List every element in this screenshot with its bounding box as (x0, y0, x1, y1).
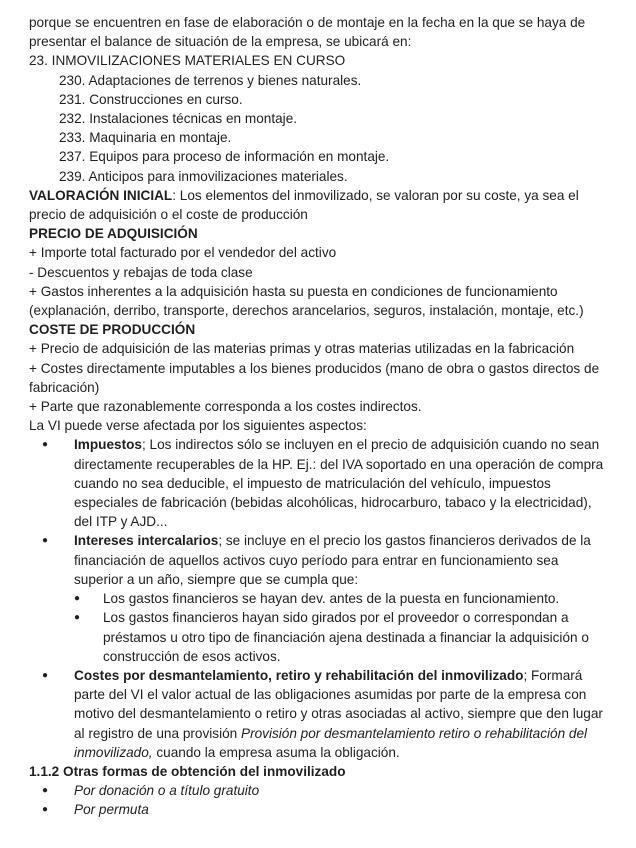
precio-line: + Gastos inherentes a la adquisición hasta su puesta en condiciones de funcionamiento (explanación, derribo, transporte, derechos arancelarios, seguros, instalación, montaje, etc.) (29, 283, 584, 319)
account-item: 232. Instalaciones técnicas en montaje. (59, 111, 298, 127)
aspect-desmantelamiento (29, 666, 606, 762)
precio-line: + Importe total facturado por el vendedor del activo (29, 245, 337, 261)
impuestos-label: Impuestos (74, 437, 142, 453)
account-item: 230. Adaptaciones de terrenos y bienes naturales. (59, 72, 362, 88)
conditions-list (74, 589, 606, 666)
account-item: 237. Equipos para proceso de información en montaje. (59, 149, 390, 165)
condition-item: ● Los gastos financieros hayan sido girados por el proveedor o correspondan a préstamos u otro tipo de financiación ajena destinada a financiar la adquisición o construcción de esos activos. (74, 608, 606, 666)
obtencion-item: ● Por donación o a título gratuito (29, 781, 606, 800)
vi-intro: La VI puede verse afectada por los siguientes aspectos: (29, 418, 367, 434)
section-112-heading: 1.1.2 Otras formas de obtención del inmovilizado (29, 763, 346, 779)
valoracion-inicial-text: : Los elementos del inmovilizado, se valoran por su coste, ya sea el precio de adquisición o el coste de producción (29, 187, 579, 223)
aspect-impuestos (29, 435, 606, 531)
account-item: 239. Anticipos para inmovilizaciones materiales. (59, 168, 348, 184)
aspect-intereses (29, 531, 606, 665)
coste-line: + Costes directamente imputables a los bienes producidos (mano de obra o gastos directos de fabricación) (29, 360, 600, 395)
precio-adquisicion-heading: PRECIO DE ADQUISICIÓN (29, 226, 198, 242)
valoracion-inicial-label: VALORACIÓN INICIAL (29, 187, 173, 203)
account-item: 231. Construcciones en curso. (59, 91, 243, 107)
desmantelamiento-text: ; Formará parte del VI el valor actual de las obligaciones asumidas por parte de la empresa con motivo del desmantelamiento o retiro y otras asociadas al activo, siempre que den lugar al registro de una provisión (74, 667, 603, 741)
obtencion-item: ● Por permuta (29, 800, 606, 819)
desmantelamiento-text-after: cuando la empresa asuma la obligación. (152, 744, 400, 760)
account-list (29, 71, 606, 186)
coste-line: + Parte que razonablemente corresponda a los costes indirectos. (29, 399, 422, 415)
account-item: 233. Maquinaria en montaje. (59, 130, 232, 146)
impuestos-text: ; Los indirectos sólo se incluyen en el precio de adquisición cuando no sean directamente recuperables de la HP. Ej.: del IVA soportado en una operación de compra cuando no sea deducible, el impuesto de matriculación del vehículo, impuestos especiales de fabricación (bebidas alcohólicas, hidrocarburo, tabaco y la electricidad), del ITP y AJD... (74, 437, 604, 530)
coste-produccion-heading: COSTE DE PRODUCCIÓN (29, 322, 196, 338)
obtencion-list (29, 781, 606, 819)
intereses-text: ; se incluye en el precio los gastos financieros derivados de la financiación de aquellos activos cuyo período para entrar en funcionamiento sea superior a un año, siempre que se cumpla que: (74, 533, 591, 587)
precio-line: - Descuentos y rebajas de toda clase (29, 264, 253, 280)
desmantelamiento-label: Costes por desmantelamiento, retiro y rehabilitación del inmovilizado (74, 667, 524, 683)
valoracion-inicial-paragraph (29, 186, 606, 224)
intereses-label: Intereses intercalarios (74, 533, 219, 549)
intro-paragraph: porque se encuentren en fase de elaboración o de montaje en la fecha en la que se haya de presentar el balance de situación de la empresa, se ubicará en: (29, 15, 586, 50)
section-23-heading: 23. INMOVILIZACIONES MATERIALES EN CURSO (29, 53, 346, 69)
aspects-list (29, 435, 606, 761)
condition-item: ● Los gastos financieros se hayan dev. antes de la puesta en funcionamiento. (74, 589, 606, 608)
coste-line: + Precio de adquisición de las materias primas y otras materias utilizadas en la fabricación (29, 341, 575, 357)
provision-italic: Provisión por desmantelamiento retiro o rehabilitación del inmovilizado, (74, 725, 588, 760)
